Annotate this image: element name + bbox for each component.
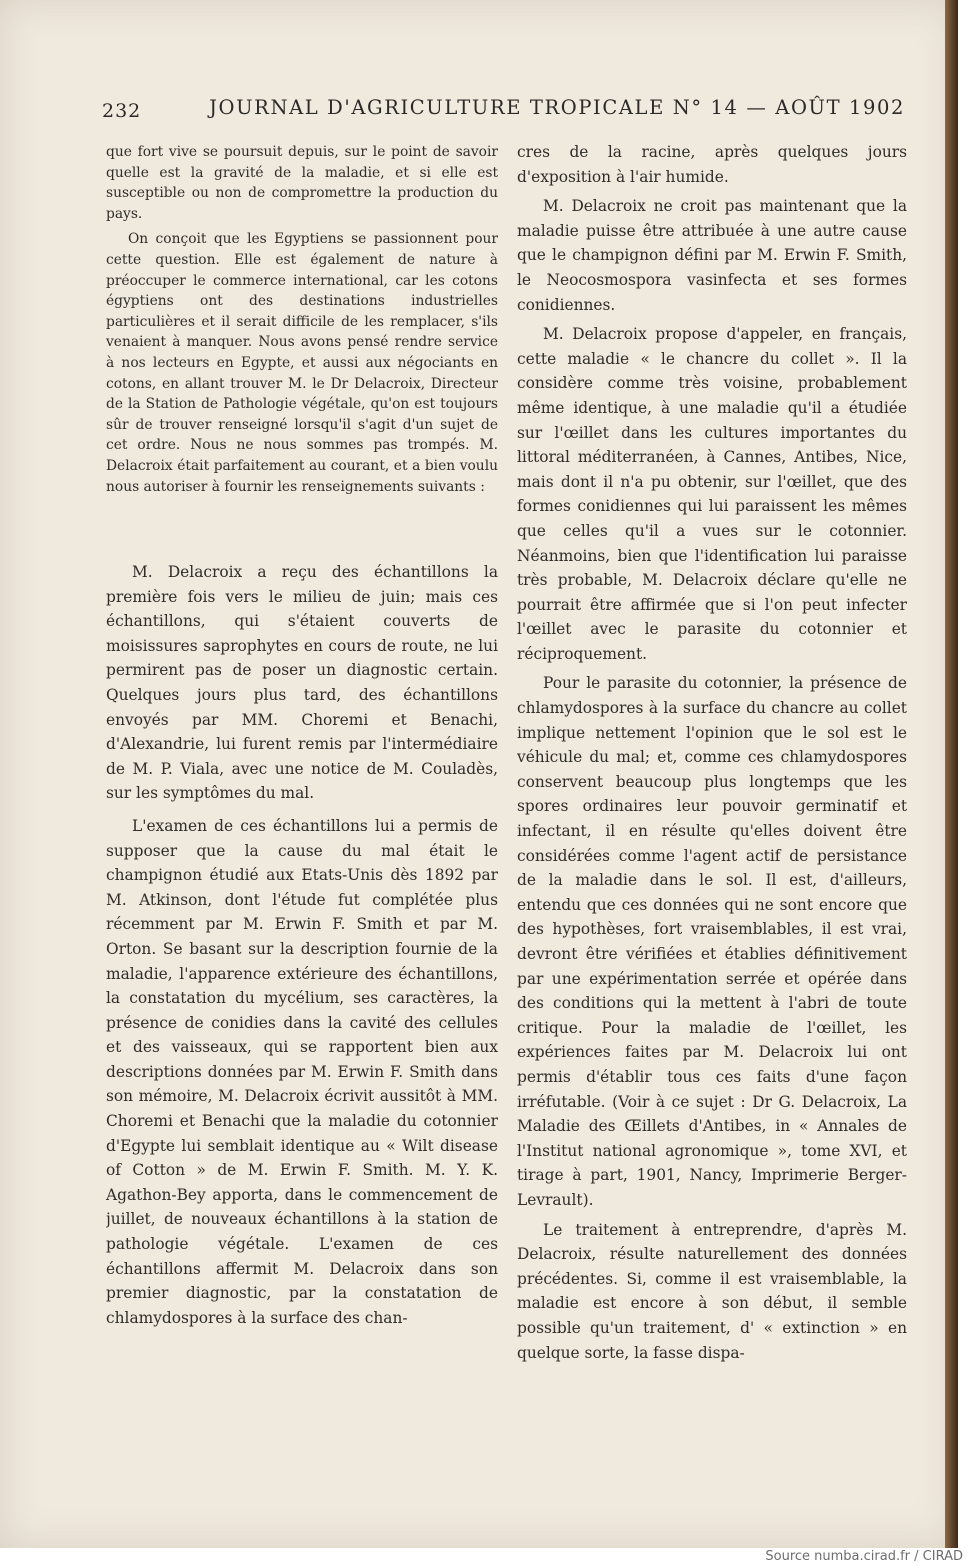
paragraph: M. Delacroix propose d'appeler, en français, cette maladie « le chancre du collet ». Il la considère comme très voisine, probablement même identique, à une maladie qu'il a étudiée sur l'œillet dans les cultures importantes du littoral méditerranéen, à Cannes, Antibes, Nice, mais dont il n'a pu obtenir, sur l'œillet, que des formes conidiennes qui lui paraissent les mêmes que celles qu'il a vues sur le cotonnier. Néanmoins, bien que l'identification lui paraisse très probable, M. Delacroix déclare qu'elle ne pourrait être affirmée que si l'on peut infecter l'œillet avec le parasite du cotonnier et réciproquement. [517,325,907,663]
paragraph: cres de la racine, après quelques jours d'exposition à l'air humide. [517,143,907,186]
page-header [102,96,905,126]
paragraph: M. Delacroix a reçu des échantillons la première fois vers le milieu de juin; mais ces échantillons, qui s'étaient couverts de moisissures saprophytes en cours de route, ne lui permirent pas de poser un diagnostic certain. Quelques jours plus tard, des échantillons envoyés par MM. Choremi et Benachi, d'Alexandrie, lui furent remis par l'intermédiaire de M. P. Viala, avec une notice de M. Couladès, sur les symptômes du mal. [106,563,498,803]
paragraph: M. Delacroix ne croit pas maintenant que la maladie puisse être attribuée à une autre cause que le champignon défini par M. Erwin F. Smith, le Neocosmospora vasinfecta et ses formes conidiennes. [517,197,907,314]
right-column-body [517,140,907,1365]
left-column-body [106,560,498,1330]
paragraph: Pour le parasite du cotonnier, la présence de chlamydospores à la surface du chancre au collet implique nettement l'opinion que le sol est le véhicule du mal; et, comme ces chlamydospores conservent beaucoup plus longtemps que les spores ordinaires leur pouvoir germinatif et infectant, il en résulte qu'elles doivent être considérées comme l'agent actif de persistance de la maladie dans le sol. Il est, d'ailleurs, entendu que ces données qui ne sont encore que des hypothèses, fort vraisemblables, il est vrai, devront être vérifiées et établies définitivement par une expérimentation serrée et opérée dans des conditions qui la mettent à l'abri de toute critique. Pour la maladie de l'œillet, les expériences faites par M. Delacroix lui ont permis d'établir tous ces faits d'une façon irréfutable. (Voir à ce sujet : Dr G. Delacroix, La Maladie des Œillets d'Antibes, in « Annales de l'Institut national agronomique », tome XVI, et tirage à part, 1901, Nancy, Imprimerie Berger-Levrault). [517,674,907,1209]
source-credit: Source numba.cirad.fr / CIRAD [765,1549,963,1564]
left-column-intro [106,142,498,497]
page-number: 232 [102,100,142,122]
paragraph: que fort vive se poursuit depuis, sur le point de savoir quelle est la gravité de la maladie, et si elle est susceptible ou non de compromettre la production du pays. [106,144,498,222]
paragraph: On conçoit que les Egyptiens se passionnent pour cette question. Elle est également de nature à préoccuper le commerce international, car les cotons égyptiens ont des destinations industrielles particulières et il serait difficile de les remplacer, s'ils venaient à manquer. Nous avons pensé rendre service à nos lecteurs en Egypte, et aussi aux négociants en cotons, en allant trouver M. le Dr Delacroix, Directeur de la Station de Pathologie végétale, qu'on est toujours sûr de trouver renseigné lorsqu'il s'agit d'un sujet de cet ordre. Nous ne nous sommes pas trompés. M. Delacroix était parfaitement au courant, et a bien voulu nous autoriser à fournir les renseignements suivants : [106,231,498,495]
running-title: JOURNAL D'AGRICULTURE TROPICALE N° 14 — AOÛT 1902 [209,96,905,119]
paragraph: L'examen de ces échantillons lui a permis de supposer que la cause du mal était le champignon étudié aux Etats-Unis dès 1892 par M. Atkinson, dont l'étude fut complétée plus récemment par M. Erwin F. Smith et par M. Orton. Se basant sur la description fournie de la maladie, l'apparence extérieure des échantillons, la constatation du mycélium, ses caractères, la présence de conidies dans la cavité des cellules et des vaisseaux, qui se rapportent bien aux descriptions données par M. Erwin F. Smith dans son mémoire, M. Delacroix écrivit aussitôt à MM. Choremi et Benachi que la maladie du cotonnier d'Egypte lui semblait identique au « Wilt disease of Cotton » de M. Erwin F. Smith. M. Y. K. Agathon-Bey apporta, dans le commencement de juillet, de nouveaux échantillons à la station de pathologie végétale. L'examen de ces échantillons affermit M. Delacroix dans son premier diagnostic, par la constatation de chlamydospores à la surface des chan- [106,816,498,1327]
book-binding-edge [945,0,958,1548]
paragraph: Le traitement à entreprendre, d'après M. Delacroix, résulte naturellement des données précédentes. Si, comme il est vraisemblable, la maladie est encore à son début, il semble possible qu'un traitement, d' « extinction » en quelque sorte, la fasse dispa- [517,1220,907,1362]
